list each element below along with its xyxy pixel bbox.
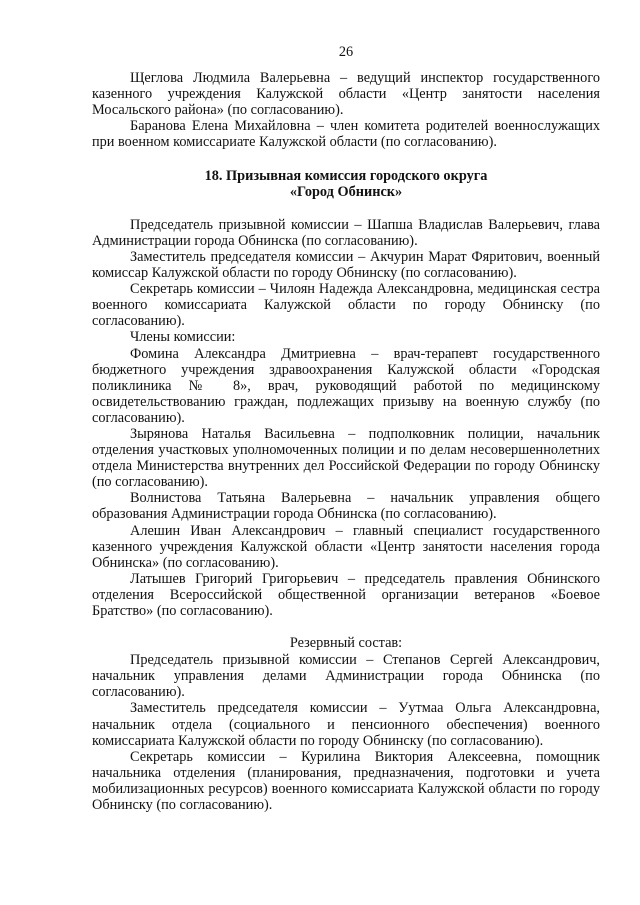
page-number: 26 (338, 44, 354, 60)
section-heading (92, 168, 600, 200)
paragraph-reserve-chairman: Председатель призывной комиссии – Степанов Сергей Александрович, начальник управления делами Администрации города Обнинска (по согласованию). (92, 652, 600, 701)
section-heading-line2: «Город Обнинск» (289, 183, 403, 200)
paragraph-deputy-chairman: Заместитель председателя комиссии – Акчурин Марат Фяритович, военный комиссар Калужской области по городу Обнинску (по согласованию). (92, 248, 600, 282)
section-heading-line1: 18. Призывная комиссия городского округа (204, 167, 488, 184)
paragraph-reserve-deputy: Заместитель председателя комиссии – Уутмаа Ольга Александровна, начальник отдела (социального и пенсионного обеспечения) военного комиссариата Калужской области по городу Обнинску (по согласованию). (92, 700, 600, 749)
paragraph-aleshin: Алешин Иван Александрович – главный специалист государственного казенного учреждения Калужской области «Центр занятости населения города Обнинска» (по согласованию). (92, 522, 600, 571)
paragraph-baranova: Баранова Елена Михайловна – член комитета родителей военнослужащих при военном комиссариате Калужской области (по согласованию). (92, 118, 600, 151)
paragraph-chairman: Председатель призывной комиссии – Шапша Владислав Валерьевич, глава Администрации города Обнинска (по согласованию). (92, 216, 600, 249)
paragraph-members-label: Члены комиссии: (130, 329, 236, 346)
reserve-title: Резервный состав: (289, 635, 403, 652)
paragraph-shcheglova: Щеглова Людмила Валерьевна – ведущий инспектор государственного казенного учреждения Калужской области «Центр занятости населения Мосальского района» (по согласованию). (92, 70, 600, 119)
paragraph-reserve-secretary: Секретарь комиссии – Курилина Виктория Алексеевна, помощник начальника отделения (планирования, предназначения, подготовки и учета мобилизационных ресурсов) военного комиссариата Калужской области по городу Обнинску (по согласованию). (92, 748, 600, 814)
paragraph-zyryanova: Зырянова Наталья Васильевна – подполковник полиции, начальник отделения участковых уполномоченных полиции и по делам несовершеннолетних отдела Министерства внутренних дел Российской Федерации по городу Обнинску (по согласованию). (92, 425, 600, 491)
paragraph-fomina: Фомина Александра Дмитриевна – врач-терапевт государственного бюджетного учреждения здравоохранения Калужской области «Городская поликлиника № 8», врач, руководящий работой по медицинскому освидетельствованию граждан, подлежащих призыву на военную службу (по согласованию). (92, 345, 600, 426)
paragraph-latyshev: Латышев Григорий Григорьевич – председатель правления Обнинского отделения Всероссийской общественной организации ветеранов «Боевое Братство» (по согласованию). (92, 570, 600, 619)
paragraph-volnistova: Волнистова Татьяна Валерьевна – начальник управления общего образования Администрации города Обнинска (по согласованию). (92, 490, 600, 523)
document-page (92, 44, 600, 813)
paragraph-secretary: Секретарь комиссии – Чилоян Надежда Александровна, медицинская сестра военного комиссариата Калужской области по городу Обнинску (по согласованию). (92, 281, 600, 330)
